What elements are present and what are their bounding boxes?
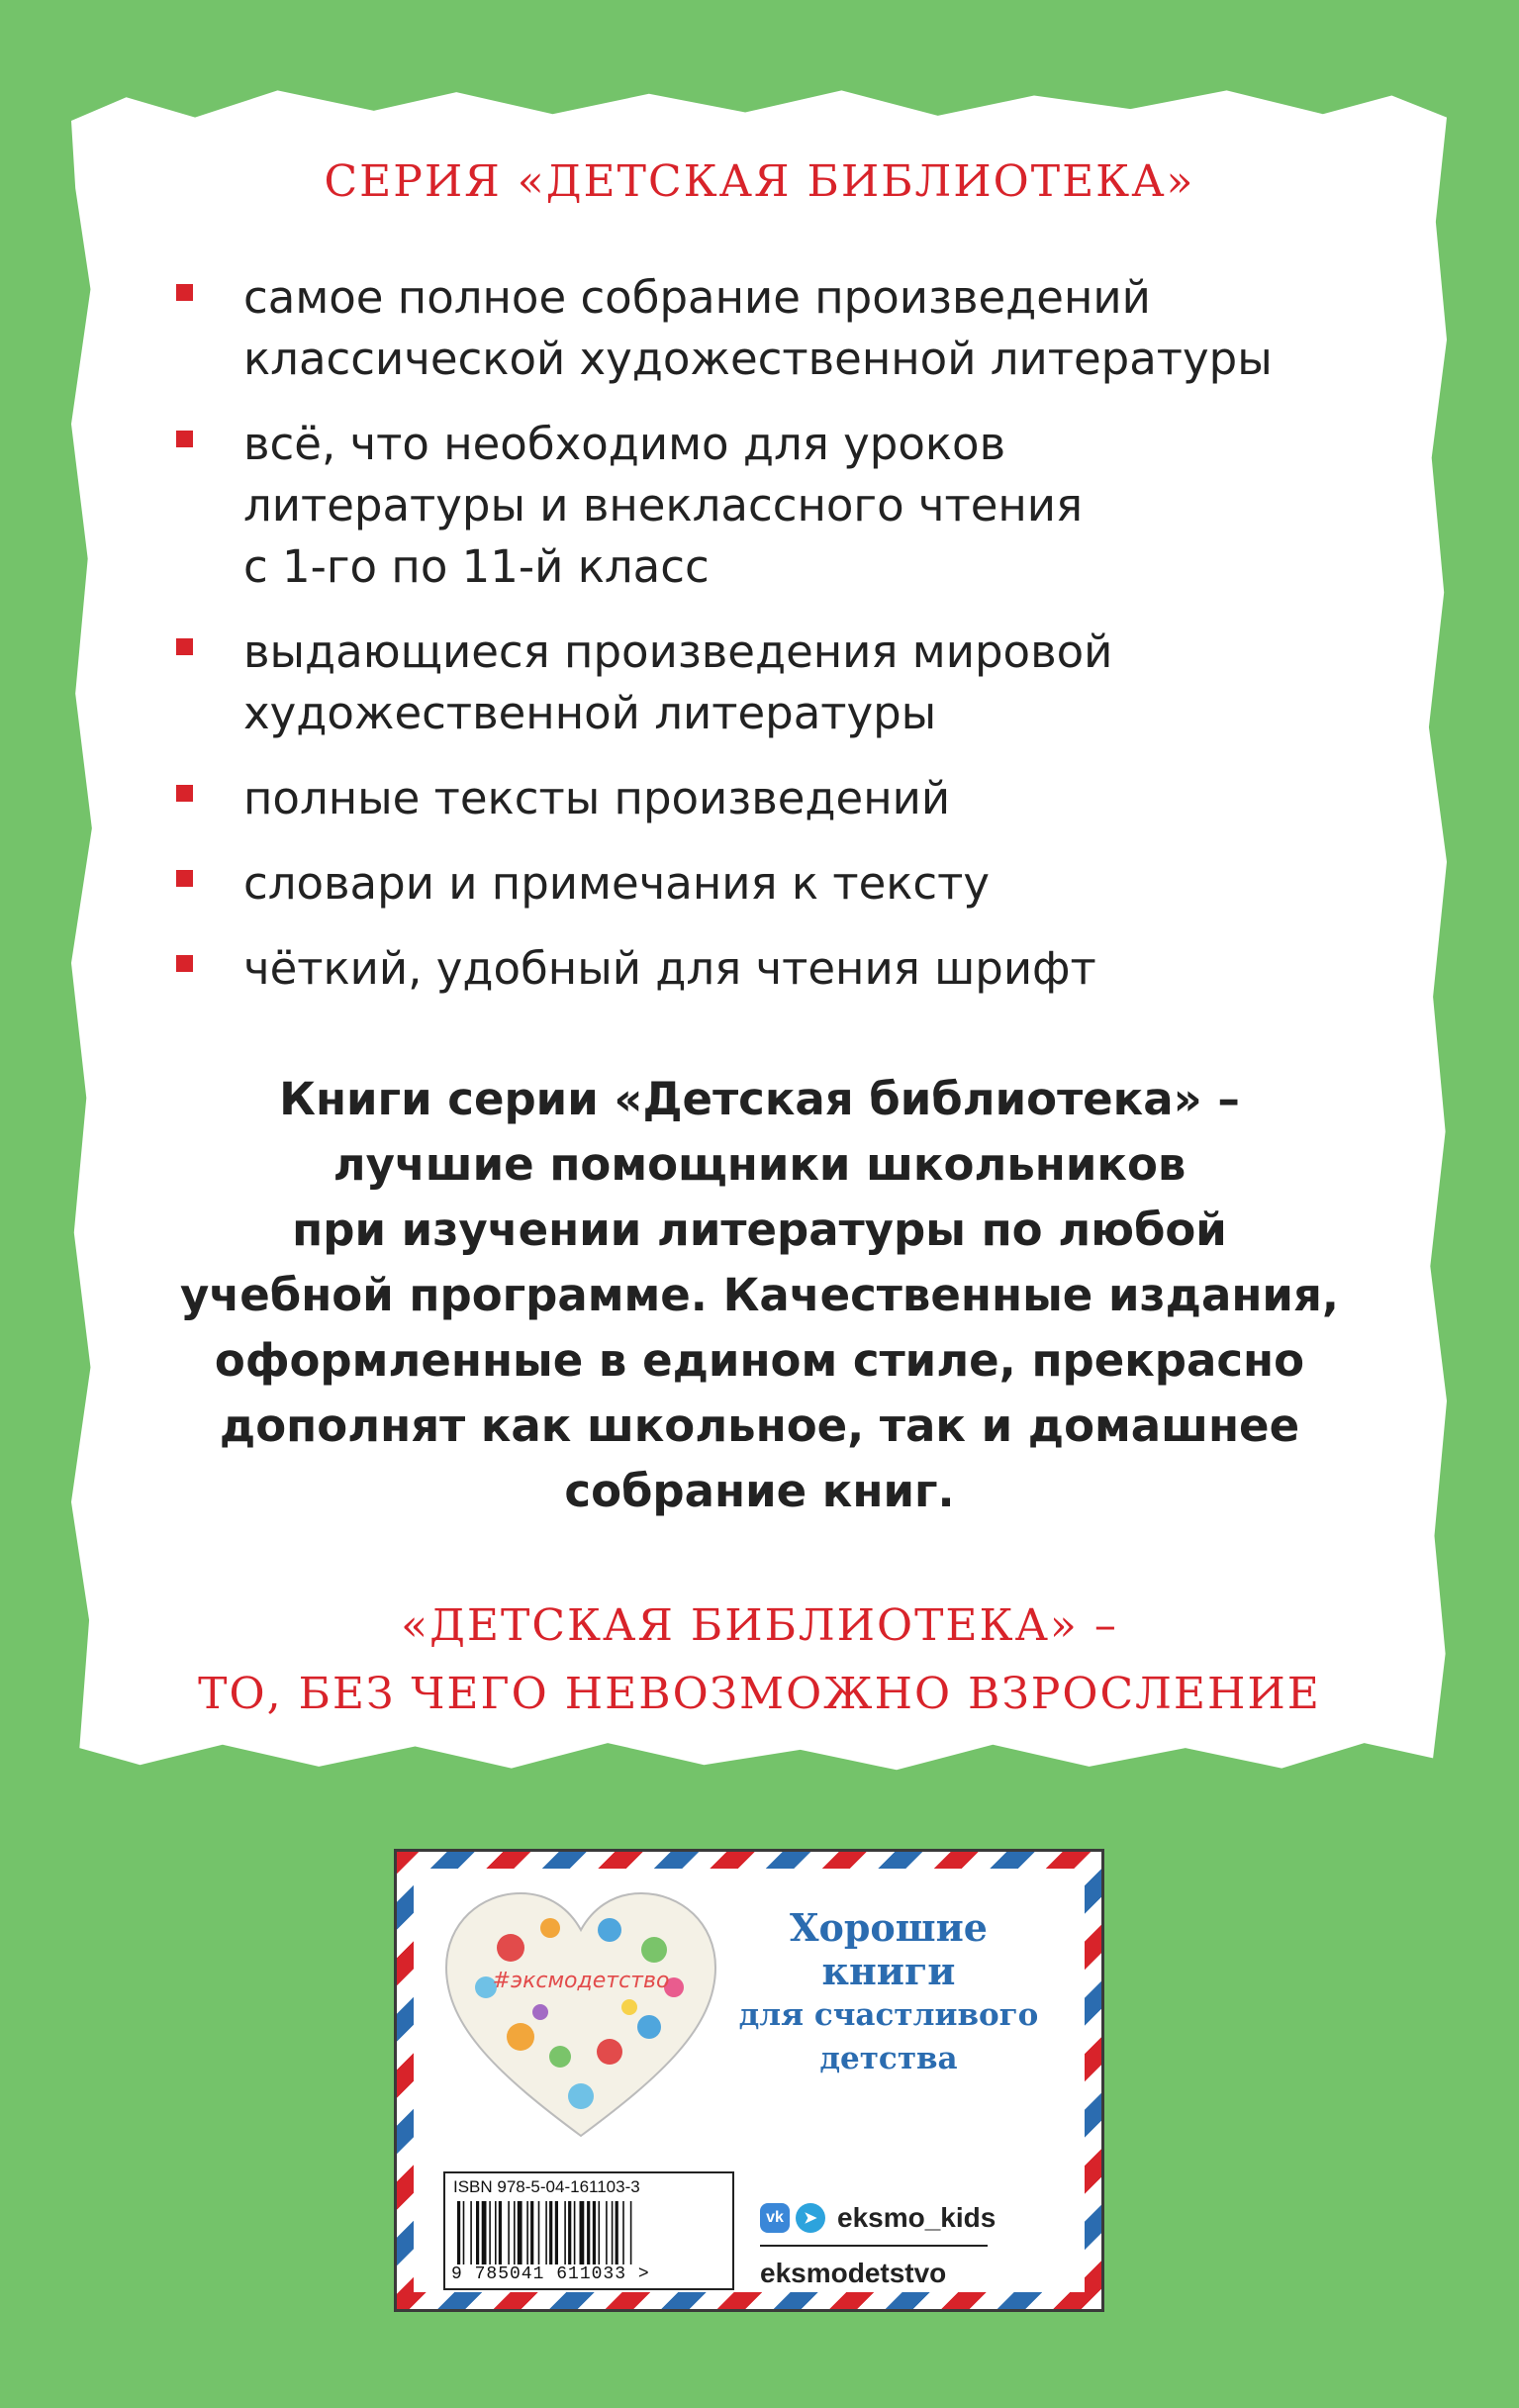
social-row: [760, 2255, 1057, 2292]
isbn-label: ISBN 978-5-04-161103-3: [453, 2177, 640, 2196]
social-links: [760, 2199, 1057, 2292]
barcode-icon: [455, 2201, 722, 2264]
bullet-square-icon: [176, 955, 193, 972]
list-item: словари и примечания к тексту: [176, 853, 1294, 915]
divider: [760, 2245, 988, 2247]
card-slogan-line: книги: [821, 1949, 956, 1993]
list-item: самое полное собрание произведений классической художественной литературы: [176, 267, 1294, 390]
list-item: всё, что необходимо для уроков литературы и внеклассного чтения с 1-го по 11-й класс: [176, 414, 1294, 598]
social-handle-detstvo[interactable]: eksmodetstvo: [760, 2258, 947, 2288]
social-handle-kids[interactable]: eksmo_kids: [837, 2202, 997, 2233]
bullet-square-icon: [176, 870, 193, 887]
heart-illustration-icon: [441, 1888, 720, 2144]
telegram-icon[interactable]: ➤: [796, 2203, 825, 2233]
card-slogan-line: Хорошие: [790, 1905, 988, 1950]
description-paragraph: Книги серии «Детская библиотека» – лучшие помощники школьников при изучении литературы по любой учебной программе. Качественные издания, оформленные в едином стиле, прекрасно дополнят как школьное, так и домашнее собрание книг.: [180, 1073, 1339, 1517]
isbn-barcode-block: [443, 2171, 734, 2290]
bullet-square-icon: [176, 284, 193, 301]
card-slogan-line: детства: [819, 2041, 958, 2076]
barcode-number: 9 785041 611033 >: [451, 2264, 650, 2284]
postcard-frame: [394, 1849, 1104, 2312]
series-title: СЕРИЯ «ДЕТСКАЯ БИБЛИОТЕКА»: [324, 156, 1195, 207]
bullet-square-icon: [176, 431, 193, 447]
bullet-square-icon: [176, 785, 193, 802]
card-slogan-line: для счастливого: [738, 1997, 1039, 2033]
hashtag-text: #эксмодетство: [492, 1969, 670, 1993]
bullet-square-icon: [176, 638, 193, 655]
postcard-body: [414, 1869, 1085, 2292]
list-item: чёткий, удобный для чтения шрифт: [176, 938, 1294, 1000]
list-item: выдающиеся произведения мировой художественной литературы: [176, 622, 1294, 744]
vk-icon[interactable]: vk: [760, 2203, 790, 2233]
card-slogan: [720, 1906, 1057, 2080]
list-item: полные тексты произведений: [176, 768, 1294, 829]
series-slogan: «ДЕТСКАЯ БИБЛИОТЕКА» – ТО, БЕЗ ЧЕГО НЕВОЗМОЖНО ВЗРОСЛЕНИЕ: [198, 1600, 1321, 1719]
feature-list: [176, 267, 1294, 1023]
social-row: [760, 2199, 1057, 2237]
